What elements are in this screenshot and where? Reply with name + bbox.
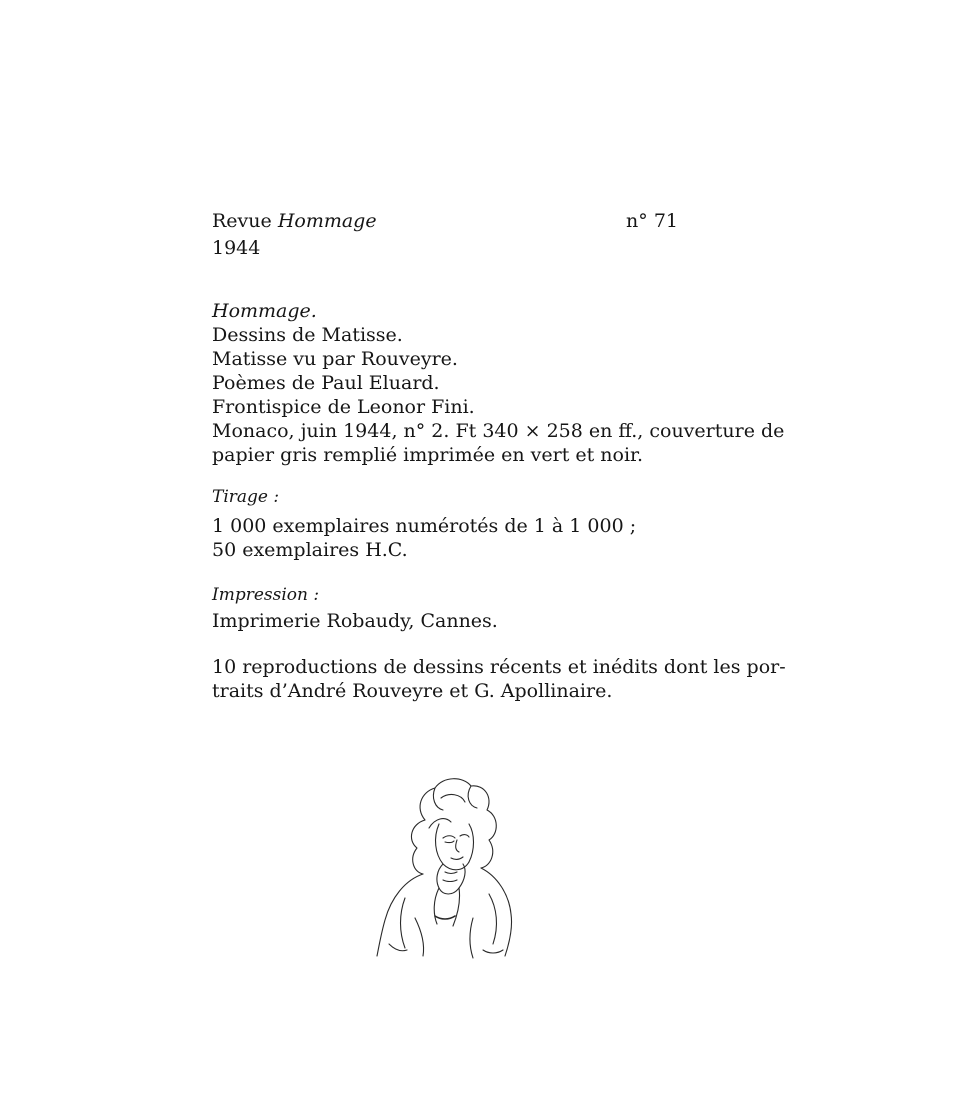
description-line: Poèmes de Paul Eluard. (212, 372, 440, 394)
description-title: Hommage. (212, 300, 317, 322)
entry-title-italic: Hommage (277, 210, 377, 232)
description-line: Matisse vu par Rouveyre. (212, 348, 458, 370)
entry-title-prefix: Revue (212, 210, 278, 232)
tirage-line: 50 exemplaires H.C. (212, 539, 408, 561)
description-line: papier gris remplié imprimée en vert et noir. (212, 444, 644, 466)
impression-label: Impression : (212, 585, 320, 605)
tirage-label: Tirage : (212, 487, 280, 507)
portrait-drawing-icon (365, 768, 520, 960)
description-line: Dessins de Matisse. (212, 324, 403, 346)
reproductions-line: 10 reproductions de dessins récents et inédits dont les por- (212, 656, 786, 678)
description-line: Monaco, juin 1944, n° 2. Ft 340 × 258 en ff., couverture de (212, 420, 785, 442)
description-line: Frontispice de Leonor Fini. (212, 396, 475, 418)
reproductions-note (212, 655, 786, 703)
entry-year: 1944 (212, 237, 261, 259)
entry-description (212, 299, 785, 467)
reproductions-line: traits d’André Rouveyre et G. Apollinaire. (212, 680, 613, 702)
tirage-details (212, 514, 682, 562)
entry-number: n° 71 (626, 210, 678, 232)
tirage-line: 1 000 exemplaires numérotés de 1 à 1 000 ; (212, 515, 637, 537)
impression-text: Imprimerie Robaudy, Cannes. (212, 610, 498, 632)
